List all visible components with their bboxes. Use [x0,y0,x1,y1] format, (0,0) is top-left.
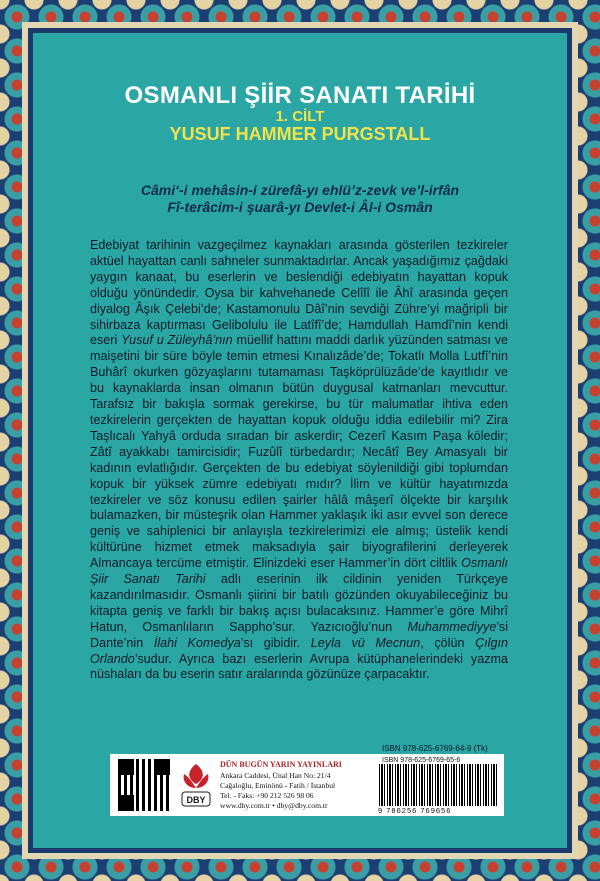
qr-code [118,759,170,811]
volume-label: 1. CİLT [275,108,325,125]
publisher-web: www.dby.com.tr • dby@dby.com.tr [220,801,328,810]
barcode-isbn: ISBN 978-625-6769-65-6 [382,757,461,764]
subtitle-line-1: Câmi‘-i mehâsin-i zürefâ-yı ehlü’z-zevk ve’l-irfân [140,182,460,198]
publisher-phone: Tel. - Faks: +90 212 526 98 06 [220,791,314,800]
publisher-address-2: Cağaloğlu, Eminönü - Fatih / İstanbul [220,781,336,790]
barcode-digits: 9 786256 769656 [378,806,452,815]
book-title: OSMANLI ŞİİR SANATI TARİHİ [124,82,476,109]
blurb-text: Edebiyat tarihinin vazgeçilmez kaynakları arasında gösterilen tezkireler aktüel hayattan canlı sahneler sunmaktadırlar. Ancak yaşadığımız çağdaki yaygın kanaat, bu eserlerin ve beslendiği edebiyatın hayattan kopuk olduğu yönündedir. Oysa bir kahvehanede Celîlî ile Âhî arasında geçen diyalog Âşık Çelebi’de; Kastamonulu Dâî’nin sevdiği Zühre’yi mağripli bir sihirbaza kaptırması Gelibolulu ile Latîfî’de; Hamdullah Hamdî’nin kendi eseri Yusuf u Züleyhâ’nın müellif hattını maddi darlık yüzünden satması ve maişetini bir süre böyle temin etmesi Kınalızâde’de; Tokatlı Molla Lutfî’nin Buhârî okurken gözyaşlarını tutamaması Taşköprülüzâde’de kayıtlıdır ve bu kaynaklarda insan olmanın bütün duygusal katmanları mevcuttur. Tarafsız bir bakışla sormak gerekirse, bu tür malumatlar ihtiva eden tezkirelerin gerçekten de hayattan kopuk olduğu iddia edilebilir mi? Zira Taşlıcalı Yahyâ orduda sıradan bir askerdir; Cezerî Kasım Paşa köledir; Zâtî ayakkabı tamircisidir; Fuzûlî türbedardır; Necâtî Bey Amasyalı bir kadının evlatlığıdır. Gerçekten de bu edebiyat söylenildiği gibi toplumdan kopuk bir yüksek zümre edebiyatı mıdır? İlim ve kültür hayatımızda tezkireler ve söz konusu edilen şairler hâlâ mâşerî ölçekte bir karşılık bulamazken, bir müsteşrik olan Hammer yaklaşık iki asır evvel son derece geniş ve sahiplenici bir anlayışla tezkirelerimizi ele almış; üstelik kendi kültürüne hizmet etmek maksadıyla şair biyografilerini derleyerek Almancaya tercüme etmiştir. Elinizdeki eser Hammer’in dört ciltlik Osmanlı Şiir Sanatı Tarihi adlı eserinin ilk cildinin yeniden Türkçeye kazandırılmasıdır. Osmanlı şiirini bir batılı gözünden okuyabileceğiniz bu kitapta geniş ve farklı bir bakış açısı bulacaksınız. Hammer’e göre Mihrî Hatun, Osmanlıların Sappho’sur. Yazıcıoğlu’nun Muhammediyye’si Dante’nin İlahi Komedya’sı gibidir. Leyla vü Mecnun, çölün Çılgın Orlando’sudur. Ayrıca bazı eserlerin Avrupa kütüphanelerindeki yazma nüshaları da bu eserin satır aralarında gözünüze çarpacaktır. [90,238,509,682]
author-name: YUSUF HAMMER PURGSTALL [169,124,431,144]
publisher-address-1: Ankara Caddesi, Ünal Han No: 21/4 [220,771,331,780]
subtitle-line-2: Fî-terâcim-i şuarâ-yı Devlet-i Âl-i Osmân [167,199,433,215]
publisher-logo [178,760,214,810]
publisher-name: DÜN BUGÜN YARIN YAYINLARI [220,760,342,769]
barcode [379,764,499,806]
svg-text:DBY: DBY [186,795,206,805]
isbn-set: ISBN 978-625-6769-64-9 (Tk) [382,744,488,753]
